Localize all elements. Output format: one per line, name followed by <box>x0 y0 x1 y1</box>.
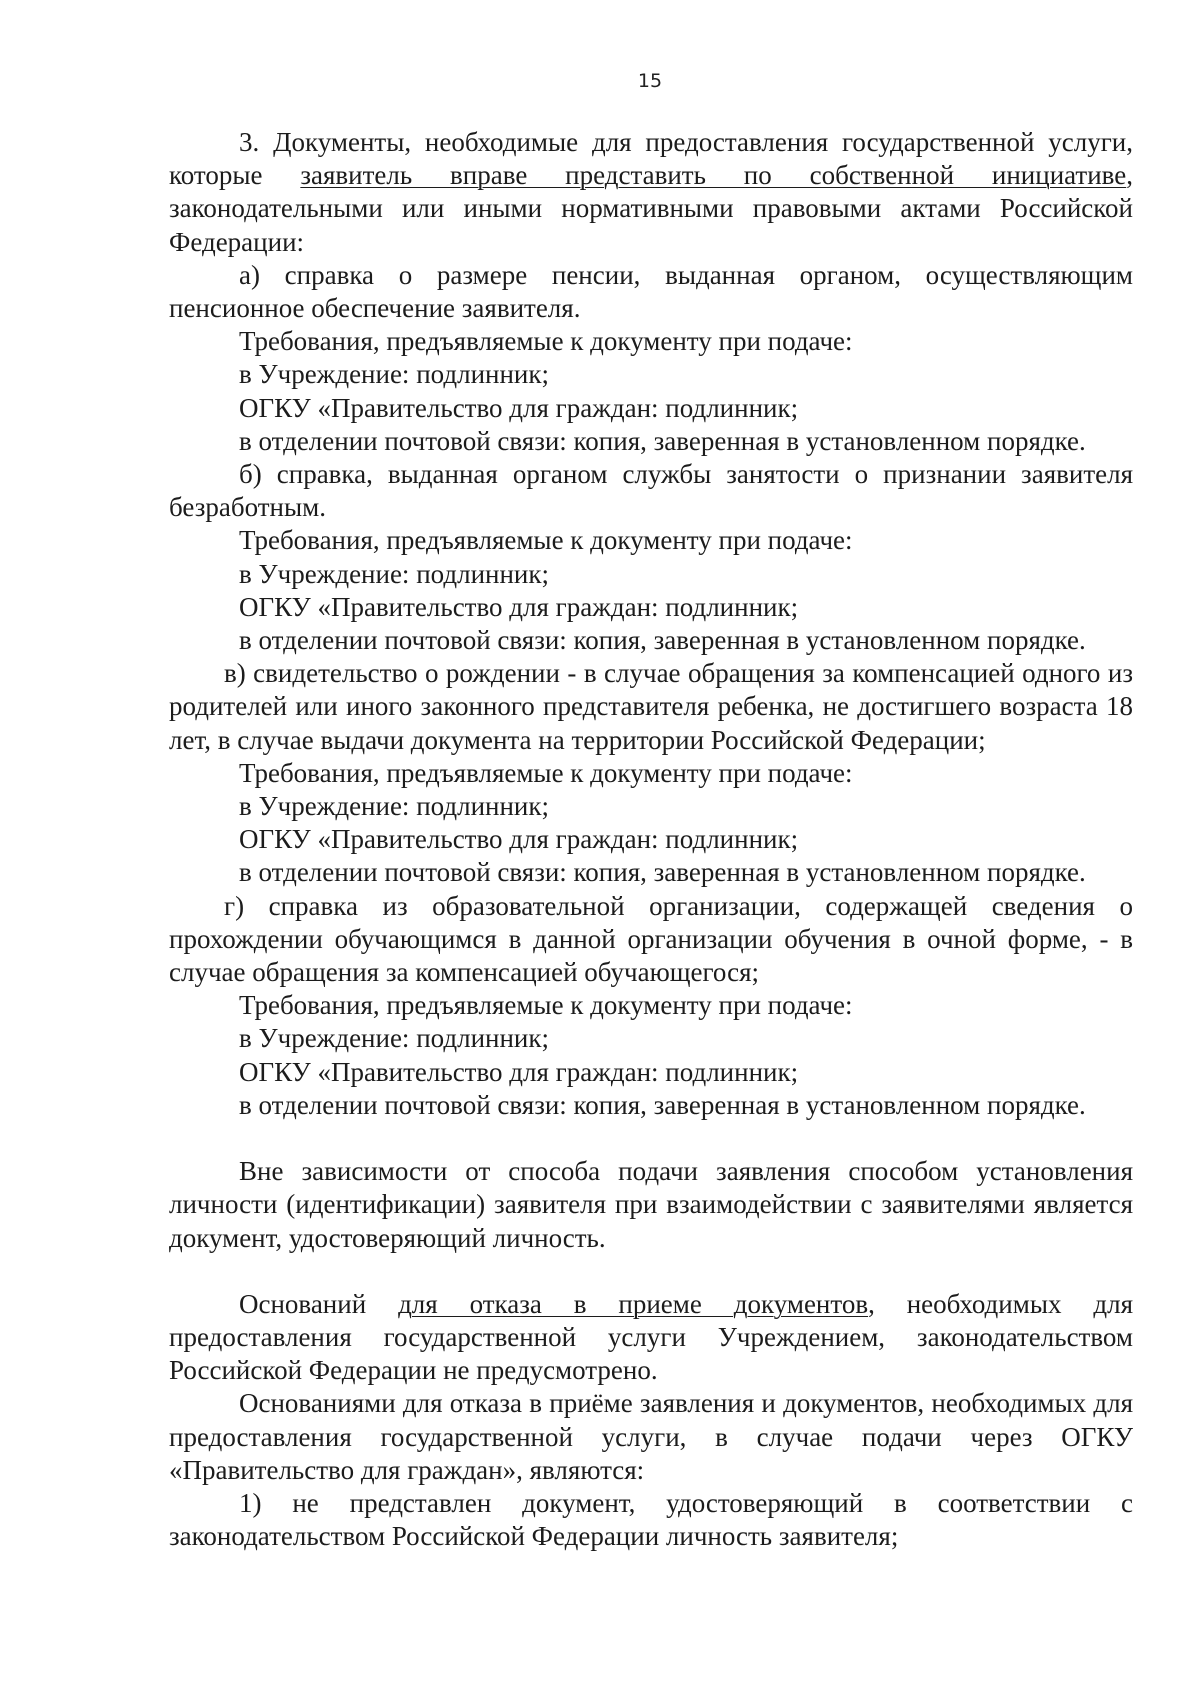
refusal-institution-underlined: для отказа в приеме документов <box>398 1288 869 1319</box>
blank-line <box>169 1255 1133 1288</box>
item-v-req-ogku: ОГКУ «Правительство для граждан: подлинник; <box>239 824 799 855</box>
refusal-institution-start: Оснований <box>239 1288 367 1319</box>
item-a-req-ogku: ОГКУ «Правительство для граждан: подлинник; <box>239 392 799 423</box>
item-b-req-institution: в Учреждение: подлинник; <box>239 558 549 589</box>
item-v-title: в) свидетельство о рождении - в случае обращения за компенсацией одного из родителей или иного законного представителя ребенка, не достигшего возраста 18 лет, в случае выдачи документа на территории Российской Федерации; <box>169 658 1133 755</box>
item-g-req-ogku: ОГКУ «Правительство для граждан: подлинник; <box>239 1056 799 1087</box>
item-a-req-post: в отделении почтовой связи: копия, заверенная в установленном порядке. <box>239 425 1086 456</box>
item-g-req-institution: в Учреждение: подлинник; <box>239 1023 549 1054</box>
blank-line <box>169 1122 1133 1155</box>
item-b-req-post: в отделении почтовой связи: копия, заверенная в установленном порядке. <box>239 625 1086 656</box>
item-a-title: а) справка о размере пенсии, выданная органом, осуществляющим пенсионное обеспечение заявителя. <box>169 259 1133 324</box>
item-v-req-institution: в Учреждение: подлинник; <box>239 791 549 822</box>
section-3-intro <box>169 126 1133 259</box>
item-g-requirements-heading: Требования, предъявляемые к документу при подаче: <box>239 990 853 1021</box>
item-g-req-post: в отделении почтовой связи: копия, заверенная в установленном порядке. <box>239 1089 1086 1120</box>
item-g-title: г) справка из образовательной организации, содержащей сведения о прохождении обучающимся в данной организации обучения в очной форме, - в случае обращения за компенсацией обучающегося; <box>169 890 1133 988</box>
section-3-intro-end: , законодательными или иными нормативными правовыми актами Российской Федерации: <box>169 160 1133 257</box>
identification-paragraph: Вне зависимости от способа подачи заявления способом установления личности (идентификации) заявителя при взаимодействии с заявителями является документ, удостоверяющий личность. <box>169 1156 1133 1253</box>
refusal-institution-end: , необходимых для предоставления государственной услуги Учреждением, законодательством Российской Федерации не предусмотрено. <box>169 1288 1133 1386</box>
refusal-institution-paragraph <box>169 1288 1133 1388</box>
item-b-req-ogku: ОГКУ «Правительство для граждан: подлинник; <box>239 591 799 622</box>
section-3-intro-start: 3. Документы, необходимые для предоставления государственной услуги, которые <box>169 127 1133 191</box>
refusal-ogku-item-1: 1) не представлен документ, удостоверяющий в соответствии с законодательством Российской Федерации личность заявителя; <box>169 1487 1133 1552</box>
item-v-req-post: в отделении почтовой связи: копия, заверенная в установленном порядке. <box>239 857 1086 888</box>
item-a-req-institution: в Учреждение: подлинник; <box>239 359 549 390</box>
item-b-requirements-heading: Требования, предъявляемые к документу при подаче: <box>239 525 853 556</box>
item-b-title: б) справка, выданная органом службы занятости о признании заявителя безработным. <box>169 459 1133 523</box>
item-a-requirements-heading: Требования, предъявляемые к документу при подаче: <box>239 326 853 357</box>
refusal-ogku-intro: Основаниями для отказа в приёме заявления и документов, необходимых для предоставления государственной услуги, в случае подачи через ОГКУ «Правительство для граждан», являются: <box>169 1388 1133 1485</box>
item-v-requirements-heading: Требования, предъявляемые к документу при подаче: <box>239 757 853 788</box>
page-number: 15 <box>637 70 663 92</box>
document-body <box>169 126 1133 1553</box>
section-3-intro-underlined: заявитель вправе представить по собственной инициативе <box>300 160 1127 191</box>
